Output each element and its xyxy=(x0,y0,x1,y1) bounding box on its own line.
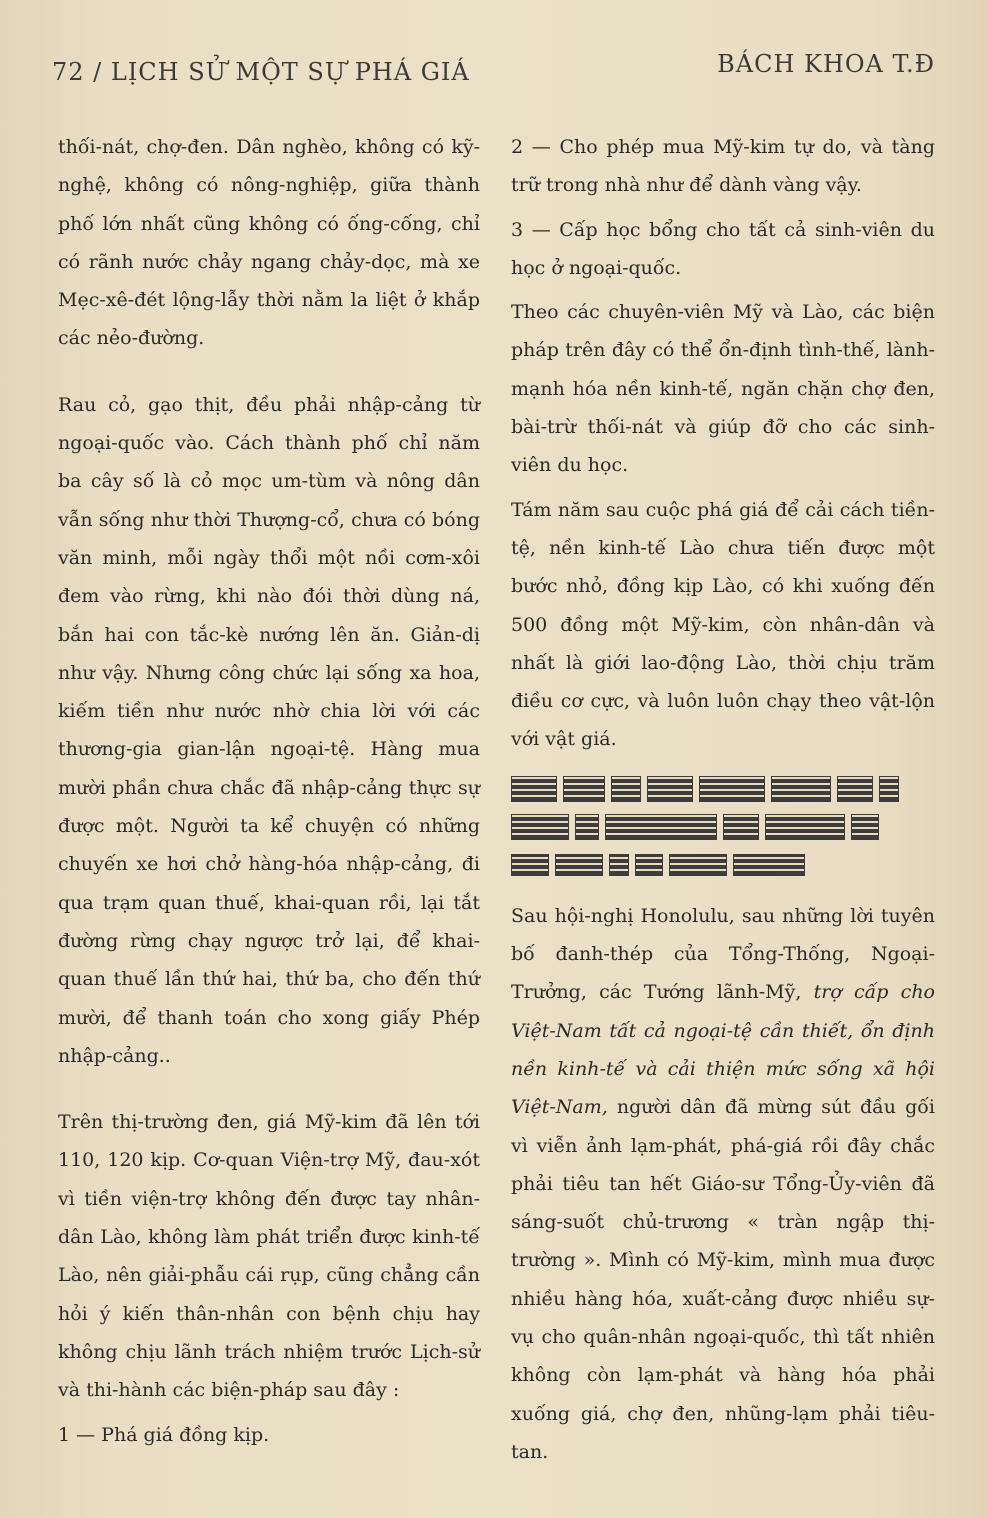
right-column xyxy=(511,128,935,1471)
censored-line xyxy=(511,775,935,803)
page-header xyxy=(52,50,935,90)
paragraph: Rau cỏ, gạo thịt, đều phải nhập-cảng từ ngoại-quốc vào. Cách thành phố chỉ năm ba cây số là cỏ mọc um-tùm và nông dân vẫn sống như thời Thượng-cổ, chưa có bóng văn minh, mỗi ngày thổi một nồi cơm-xôi đem vào rừng, khi nào đói thời dùng ná, bắn hai con tắc-kè nướng lên ăn. Giản-dị như vậy. Nhưng công chức lại sống xa hoa, kiếm tiền như nước nhờ chia lời với các thương-gia gian-lận ngoại-tệ. Hàng mua mười phần chưa chắc đã nhập-cảng thực sự được một. Người ta kể chuyện có những chuyến xe hơi chở hàng-hóa nhập-cảng, đi qua trạm quan thuế, khai-quan rồi, lại tắt đường rừng chạy ngược trở lại, để khai-quan thuế lần thứ hai, thứ ba, cho đến thứ mười, để thanh toán cho xong giấy Phép nhập-cảng.. xyxy=(58,393,480,1067)
list-item: 3 — Cấp học bổng cho tất cả sinh-viên du học ở ngoại-quốc. xyxy=(511,218,935,279)
paragraph: Theo các chuyên-viên Mỹ và Lào, các biện pháp trên đây có thể ổn-định tình-thế, lành-mạnh hóa nền kinh-tế, ngăn chặn chợ đen, bài-trừ thối-nát và giúp đỡ cho các sinh-viên du học. xyxy=(511,301,935,477)
left-column xyxy=(58,128,480,1454)
censored-line xyxy=(511,813,935,841)
censored-block xyxy=(511,775,935,879)
paragraph: Trên thị-trường đen, giá Mỹ-kim đã lên tới 110, 120 kịp. Cơ-quan Viện-trợ Mỹ, đau-xót vì tiền viện-trợ không đến được tay nhân-dân Lào, không làm phát triển được kinh-tế Lào, nên giải-phẫu cái rụp, cũng chẳng cần hỏi ý kiến thân-nhân con bệnh chịu hay không chịu lãnh trách nhiệm trước Lịch-sử và thi-hành các biện-pháp sau đây : xyxy=(58,1111,480,1402)
paragraph: thối-nát, chợ-đen. Dân nghèo, không có kỹ-nghệ, không có nông-nghiệp, giữa thành phố lớn nhất cũng không có ống-cống, chỉ có rãnh nước chảy ngang chảy-dọc, mà xe Mẹc-xê-đét lộng-lẫy thời nằm la liệt ở khắp các nẻo-đường. xyxy=(58,136,480,350)
italic-quote: trợ cấp cho Việt-Nam tất cả ngoại-tệ cần thiết, ổn định nền kinh-tế và cải thiện mức sống xã hội Việt-Nam, xyxy=(511,981,935,1119)
paragraph: Tám năm sau cuộc phá giá để cải cách tiền-tệ, nền kinh-tế Lào chưa tiến được một bước nhỏ, đồng kịp Lào, có khi xuống đến 500 đồng một Mỹ-kim, còn nhân-dân và nhất là giới lao-động Lào, thời chịu trăm điều cơ cực, và luôn luôn chạy theo vật-lộn với vật giá. xyxy=(511,498,935,751)
paragraph: Sau hội-nghị Honolulu, sau những lời tuyên bố đanh-thép của Tổng-Thống, Ngoại-Trưởng, các Tướng lãnh-Mỹ, trợ cấp cho Việt-Nam tất cả ngoại-tệ cần thiết, ổn định nền kinh-tế và cải thiện mức sống xã hội Việt-Nam, người dân đã mừng sút đầu gối vì viễn ảnh lạm-phát, phá-giá rồi đây chắc phải tiêu tan hết Giáo-sư Tổng-Ủy-viên đã sáng-suốt chủ-trương « tràn ngập thị-trường ». Mình có Mỹ-kim, mình mua được nhiều hàng hóa, xuất-cảng được nhiều sự-vụ cho quân-nhân ngoại-quốc, thì tất nhiên không còn lạm-phát và hàng hóa phải xuống giá, chợ đen, nhũng-lạm phải tiêu-tan. xyxy=(511,904,935,1463)
list-item: 1 — Phá giá đồng kịp. xyxy=(58,1423,270,1446)
magazine-name: BÁCH KHOA T.Đ xyxy=(717,50,935,78)
list-item: 2 — Cho phép mua Mỹ-kim tự do, và tàng trữ trong nhà như để dành vàng vậy. xyxy=(511,136,935,197)
censored-line xyxy=(511,851,935,879)
running-title: 72 / LỊCH SỬ MỘT SỰ PHÁ GIÁ xyxy=(52,58,470,86)
